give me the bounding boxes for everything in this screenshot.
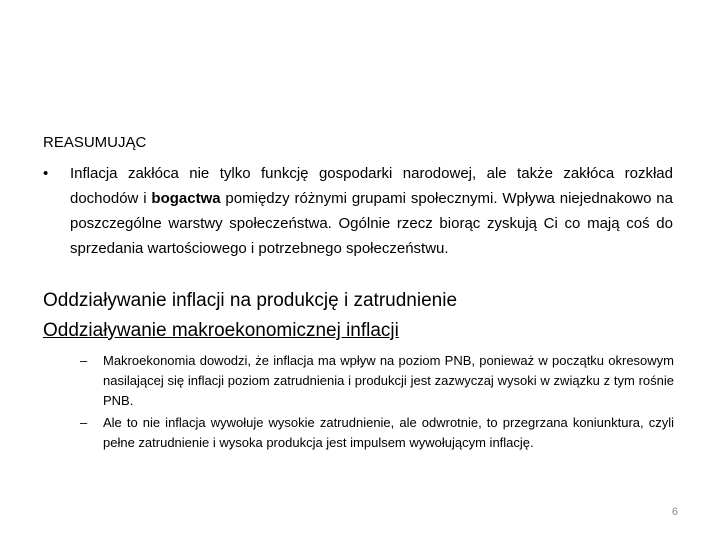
page-number: 6	[671, 506, 678, 518]
summary-bullet	[43, 161, 673, 261]
section-title-macro: Oddziaływanie makroekonomicznej inflacji	[43, 320, 399, 341]
slide-heading: REASUMUJĄC	[43, 134, 147, 151]
section-title-production: Oddziaływanie inflacji na produkcję i zatrudnienie	[43, 290, 458, 311]
sub-item-text: Ale to nie inflacja wywołuje wysokie zatrudnienie, ale odwrotnie, to przegrzana koniunktura, czyli pełne zatrudnienie i wysoka produkcja jest impulsem wywołującym inflację.	[103, 415, 674, 450]
sub-list	[80, 351, 674, 455]
sub-item-text: Makroekonomia dowodzi, że inflacja ma wpływ na poziom PNB, ponieważ w początku okresowym nasilającej się inflacji poziom zatrudnienia i produkcji jest zazwyczaj wysoki w związku z tym rośnie PNB.	[103, 353, 674, 408]
sub-list-item	[80, 413, 674, 453]
bullet-text-part-1: Inflacja zakłóca nie tylko funkcję gospodarki narodowej, ale także zakłóca rozkład dochodów i	[70, 165, 673, 207]
dash-marker: –	[80, 353, 88, 368]
bullet-bold-word: bogactwa	[151, 190, 221, 207]
bullet-marker: •	[43, 165, 49, 182]
bullet-text	[70, 161, 673, 261]
dash-marker: –	[80, 415, 88, 430]
sub-list-item	[80, 351, 674, 411]
bullet-text-part-2: pomiędzy różnymi grupami społecznymi. Wpływa niejednakowo na poszczególne warstwy społeczeństwa. Ogólnie rzecz biorąc zyskują Ci co mają coś do sprzedania wartościowego i potrzebnego społeczeństwu.	[70, 190, 673, 257]
